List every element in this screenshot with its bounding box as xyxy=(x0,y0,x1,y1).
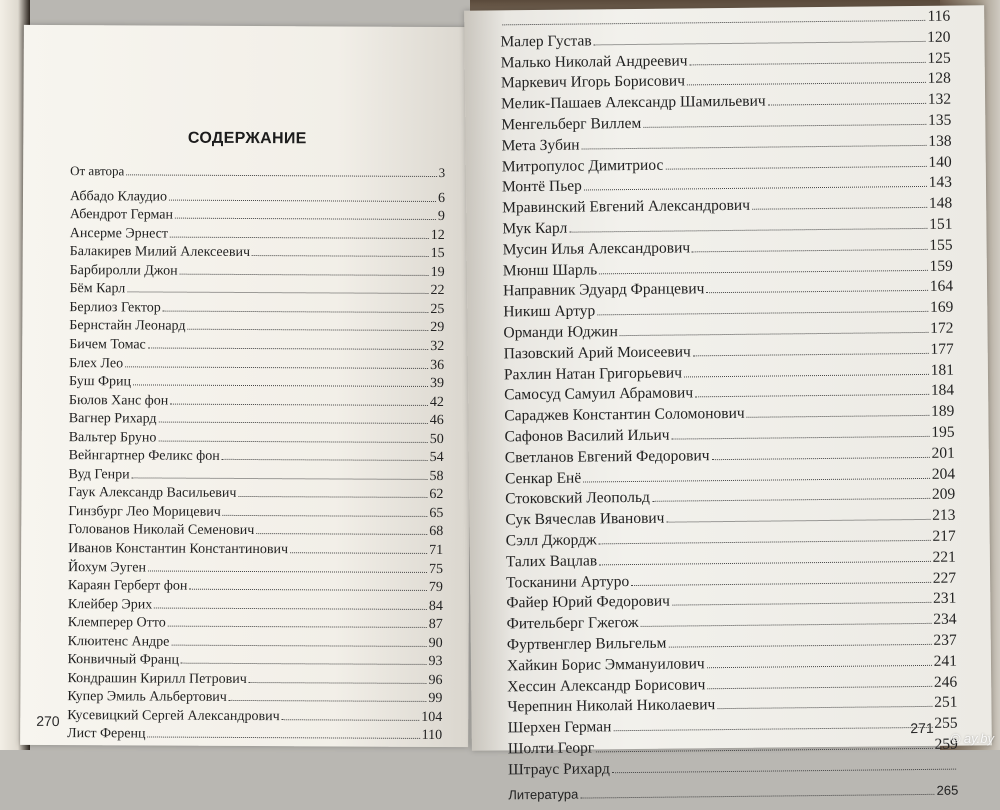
toc-entry-page: 29 xyxy=(430,320,445,336)
dot-leader xyxy=(689,50,925,65)
toc-entry-title: Клюитенс Андре xyxy=(67,633,170,650)
toc-entry-page: 19 xyxy=(430,264,445,280)
page-number-left: 270 xyxy=(36,712,60,730)
toc-entry-page: 46 xyxy=(429,413,444,429)
toc-entry-page: 62 xyxy=(429,487,444,503)
toc-entry-page: 159 xyxy=(929,257,953,275)
dot-leader xyxy=(154,597,427,610)
right-page xyxy=(464,5,992,803)
toc-entry-page: 32 xyxy=(430,338,445,355)
dot-leader xyxy=(768,92,926,106)
toc-entry-title: Хайкин Борис Эммануилович xyxy=(506,654,705,675)
toc-entry xyxy=(68,578,443,599)
toc-entry-page: 3 xyxy=(438,165,446,181)
dot-leader xyxy=(148,337,428,350)
toc-entry-title: Файер Юрий Федорович xyxy=(506,592,670,612)
toc-entry-page: 110 xyxy=(421,728,443,744)
toc-entry-title: Хессин Александр Борисович xyxy=(507,675,706,695)
toc-entry-page: 251 xyxy=(934,693,958,712)
toc-entry-page: 116 xyxy=(927,7,951,25)
toc-entry-title: Менгельберг Виллем xyxy=(501,114,642,134)
toc-entry-title: Аббадо Клаудио xyxy=(69,188,168,205)
toc-entry-title: Сафонов Василий Ильич xyxy=(504,426,670,446)
toc-entry-title: Сэлл Джордж xyxy=(505,531,597,550)
toc-entry-page: 164 xyxy=(929,277,954,296)
toc-entry xyxy=(70,163,445,184)
dot-leader xyxy=(148,560,427,573)
dot-leader xyxy=(747,404,930,418)
dot-leader xyxy=(693,341,929,356)
toc-entry-page: 259 xyxy=(934,735,958,753)
toc-entry-title: Кусевицкий Сергей Александрович xyxy=(67,708,280,725)
toc-entry-page: 93 xyxy=(428,654,443,670)
toc-entry-title: Фуртвенглер Вильгельм xyxy=(506,634,667,654)
toc-entry-title: Голованов Николай Семенович xyxy=(68,522,255,539)
toc-entry xyxy=(70,207,445,228)
toc-entry-page: 241 xyxy=(933,652,958,670)
toc-entry-page: 189 xyxy=(931,402,955,421)
toc-entry-page: 169 xyxy=(929,298,954,317)
toc-entry-page: 87 xyxy=(428,617,443,633)
toc-entry-page: 177 xyxy=(930,340,954,358)
toc-entry-title: Маркевич Игорь Борисович xyxy=(500,72,686,92)
toc-entry-title: Вейнгартнер Феликс фон xyxy=(68,448,220,465)
toc-entry-title: Купер Эмиль Альбертович xyxy=(67,689,227,706)
dot-leader xyxy=(158,430,427,442)
toc-entry-page: 172 xyxy=(930,319,954,337)
toc-entry-title: Малько Николай Андреевич xyxy=(500,52,688,71)
toc-entry-title: Вуд Генри xyxy=(68,466,130,483)
toc-entry xyxy=(69,281,444,302)
dot-leader xyxy=(707,653,932,668)
toc-entry xyxy=(508,756,958,782)
toc-entry-page: 128 xyxy=(927,70,951,88)
toc-entry-page: 237 xyxy=(933,631,957,649)
toc-entry-title: Светланов Евгений Федорович xyxy=(504,446,710,467)
toc-entry-page: 132 xyxy=(927,90,952,109)
toc-entry-title: Ансерме Эрнест xyxy=(69,225,169,242)
toc-entry-page: 209 xyxy=(931,485,956,504)
toc-entry-page: 12 xyxy=(430,227,445,243)
dot-leader xyxy=(159,412,428,424)
toc-entry-page: 231 xyxy=(932,589,957,608)
toc-entry-title: Блех Лео xyxy=(69,355,124,371)
watermark: © ay.by xyxy=(950,731,994,746)
dot-leader xyxy=(672,591,931,606)
dot-leader xyxy=(695,383,929,398)
dot-leader xyxy=(189,579,427,591)
toc-entry-title: Иванов Константин Константинович xyxy=(68,541,289,558)
toc-entry-title: Черепнин Николай Николаевич xyxy=(507,696,716,716)
toc-entry xyxy=(67,689,442,710)
toc-entry-title: Мюнш Шарль xyxy=(502,260,598,279)
toc-entry-title: Клемперер Отто xyxy=(67,615,166,631)
toc-entry-title: Пазовский Арий Моисеевич xyxy=(503,343,691,363)
toc-entry-page: 135 xyxy=(927,111,952,129)
toc-entry xyxy=(68,560,443,581)
contents-title: СОДЕРЖАНИЕ xyxy=(187,129,307,148)
toc-entry-title: Стоковский Леопольд xyxy=(505,489,650,508)
toc-entry-title: Лист Ференц xyxy=(67,726,146,742)
toc-entry-title: Митропулос Димитриос xyxy=(501,156,664,175)
dot-leader xyxy=(223,505,428,517)
toc-entry xyxy=(69,393,444,414)
toc-list-right xyxy=(500,8,958,810)
toc-entry-page: 181 xyxy=(930,361,955,379)
dot-leader xyxy=(580,785,934,799)
page-number-right: 271 xyxy=(910,719,934,737)
dot-leader xyxy=(752,196,927,210)
toc-entry-title: Шолти Георг xyxy=(507,739,595,758)
dot-leader xyxy=(290,542,427,554)
toc-entry-title: Мусин Илья Александрович xyxy=(502,239,691,259)
dot-leader xyxy=(256,523,427,535)
toc-entry-page: 9 xyxy=(437,209,445,225)
dot-leader xyxy=(169,189,436,201)
toc-entry-page: 217 xyxy=(932,527,956,545)
toc-entry-page: 143 xyxy=(928,174,953,192)
toc-entry-title: Бичем Томас xyxy=(69,337,146,353)
toc-entry-title: Сараджев Константин Соломонович xyxy=(504,404,745,425)
toc-entry-title: Кондрашин Кирилл Петрович xyxy=(67,670,247,687)
toc-entry-page: 221 xyxy=(932,548,956,566)
dot-leader xyxy=(599,529,931,545)
dot-leader xyxy=(132,467,428,480)
toc-entry-title: Бюлов Ханс фон xyxy=(68,392,169,409)
dot-leader xyxy=(229,690,427,702)
toc-entry xyxy=(69,337,444,358)
toc-entry-title: Абендрот Герман xyxy=(69,207,174,223)
toc-entry xyxy=(68,504,443,525)
dot-leader xyxy=(180,263,429,275)
toc-entry-page: 155 xyxy=(929,236,953,254)
dot-leader xyxy=(171,634,426,646)
toc-entry-title: Фительберг Гжегож xyxy=(506,614,639,633)
toc-entry-page: 104 xyxy=(421,709,443,725)
toc-entry-title: Буш Фриц xyxy=(68,374,132,390)
toc-entry xyxy=(68,541,443,562)
toc-entry-title: Направник Эдуард Францевич xyxy=(502,280,705,300)
toc-entry-title: Малер Густав xyxy=(500,32,592,51)
toc-entry-title: Шерхен Герман xyxy=(507,718,612,737)
dot-leader xyxy=(671,425,929,440)
toc-entry-page: 22 xyxy=(430,283,445,299)
dot-leader xyxy=(631,570,931,585)
toc-entry xyxy=(67,708,442,729)
toc-entry-title: Караян Герберт фон xyxy=(67,578,188,594)
toc-entry xyxy=(69,374,444,395)
dot-leader xyxy=(238,486,427,498)
dot-leader xyxy=(652,487,930,502)
toc-entry-page: 265 xyxy=(936,783,959,799)
toc-entry-title: Монтё Пьер xyxy=(501,177,582,196)
toc-entry-title: Берлиоз Гектор xyxy=(69,299,161,316)
toc-entry-title: Гинзбург Лео Морицевич xyxy=(68,503,221,520)
toc-entry-page: 79 xyxy=(428,580,443,596)
dot-leader xyxy=(252,245,429,257)
toc-entry xyxy=(68,652,443,673)
toc-entry xyxy=(68,467,443,488)
toc-entry-title: Йохум Эуген xyxy=(68,559,147,576)
toc-entry-page: 75 xyxy=(429,561,444,577)
toc-entry-page: 42 xyxy=(429,394,444,410)
toc-entry-page: 99 xyxy=(428,691,443,707)
toc-entry-title: Никиш Артур xyxy=(503,302,596,321)
toc-entry-page: 71 xyxy=(429,542,444,559)
toc-entry-title: Барбиролли Джон xyxy=(69,262,178,279)
toc-entry-page: 227 xyxy=(932,569,957,587)
toc-entry-page: 140 xyxy=(928,153,952,171)
toc-entry-page: 120 xyxy=(927,28,951,46)
dot-leader xyxy=(640,612,931,627)
toc-entry-title: Мета Зубин xyxy=(501,136,580,155)
dot-leader xyxy=(711,445,929,459)
toc-entry xyxy=(70,226,445,247)
dot-leader xyxy=(569,217,927,233)
dot-leader xyxy=(581,134,926,150)
dot-leader xyxy=(188,319,429,331)
dot-leader xyxy=(147,727,419,740)
toc-entry-title: Бём Карл xyxy=(69,281,126,297)
toc-entry-title: Конвичный Франц xyxy=(67,652,180,668)
dot-leader xyxy=(583,466,930,482)
toc-entry xyxy=(67,671,442,692)
toc-entry xyxy=(68,634,443,655)
toc-list-left xyxy=(67,163,445,747)
dot-leader xyxy=(168,616,427,628)
toc-entry-title: Самосуд Самуил Абрамович xyxy=(504,384,694,404)
toc-entry-title: Мук Карл xyxy=(502,219,568,238)
dot-leader xyxy=(620,321,928,336)
toc-entry-page: 195 xyxy=(931,423,955,441)
toc-entry-title: Бернстайн Леонард xyxy=(69,318,186,335)
toc-entry xyxy=(69,300,444,321)
toc-entry-title: Мравинский Евгений Александрович xyxy=(502,196,751,217)
toc-entry-title: Талих Вацлав xyxy=(505,552,598,571)
dot-leader xyxy=(684,362,929,377)
dot-leader xyxy=(613,716,932,731)
toc-entry xyxy=(69,356,444,377)
toc-entry-page: 25 xyxy=(430,301,445,317)
toc-entry xyxy=(68,597,443,618)
dot-leader xyxy=(125,356,428,369)
dot-leader xyxy=(181,653,427,665)
dot-leader xyxy=(170,393,428,405)
toc-entry-page: 125 xyxy=(927,49,951,67)
toc-entry-page: 84 xyxy=(428,598,443,614)
toc-entry-title: Мелик-Пашаев Александр Шамильевич xyxy=(501,92,766,113)
dot-leader xyxy=(707,674,932,689)
dot-leader xyxy=(133,374,428,387)
toc-entry-page: 58 xyxy=(429,468,444,484)
dot-leader xyxy=(584,175,927,191)
toc-entry xyxy=(67,726,442,747)
dot-leader xyxy=(249,672,427,684)
dot-leader xyxy=(665,154,926,169)
dot-leader xyxy=(668,633,931,648)
dot-leader xyxy=(717,695,932,709)
toc-entry-title: Тосканини Артуро xyxy=(506,572,630,591)
toc-entry-page: 138 xyxy=(928,132,952,150)
toc-entry xyxy=(69,411,444,432)
toc-entry-title: Литература xyxy=(508,787,579,803)
toc-entry xyxy=(70,263,445,284)
dot-leader xyxy=(163,300,429,312)
toc-entry-title: Клейбер Эрих xyxy=(67,596,153,613)
toc-entry-page: 15 xyxy=(430,246,445,262)
dot-leader xyxy=(594,30,926,46)
dot-leader xyxy=(127,282,428,295)
dot-leader xyxy=(706,279,928,293)
toc-entry xyxy=(69,430,444,451)
dot-leader xyxy=(599,549,931,565)
dot-leader xyxy=(596,737,932,753)
toc-entry-page: 204 xyxy=(931,465,956,483)
toc-entry-page: 234 xyxy=(933,610,957,628)
toc-entry-title: Рахлин Натан Григорьевич xyxy=(503,364,683,383)
dot-leader xyxy=(692,238,927,253)
toc-entry-page: 6 xyxy=(437,190,446,206)
toc-entry-title: Вальтер Бруно xyxy=(68,429,157,446)
toc-entry xyxy=(70,189,445,210)
toc-entry-title: Штраус Рихард xyxy=(507,759,610,779)
toc-entry-page: 68 xyxy=(429,524,444,540)
toc-entry-page: 36 xyxy=(430,357,445,373)
dot-leader xyxy=(612,757,956,773)
toc-entry xyxy=(68,522,443,543)
toc-entry-page: 65 xyxy=(429,505,444,521)
toc-entry-page: 90 xyxy=(428,635,443,651)
toc-entry-page: 96 xyxy=(428,672,443,688)
toc-entry-title: Вагнер Рихард xyxy=(68,411,157,427)
dot-leader xyxy=(126,165,436,177)
dot-leader xyxy=(170,226,429,238)
toc-entry-page: 213 xyxy=(932,506,956,524)
dot-leader xyxy=(666,508,930,523)
toc-entry-page: 54 xyxy=(429,450,444,466)
toc-entry-title: Гаук Александр Васильевич xyxy=(68,485,237,502)
dot-leader xyxy=(502,9,925,26)
toc-entry xyxy=(68,615,443,636)
toc-entry-page: 255 xyxy=(934,714,958,732)
toc-entry-title: От автора xyxy=(70,163,125,179)
toc-entry-page: 201 xyxy=(931,444,955,462)
toc-entry-page: 246 xyxy=(933,673,958,691)
dot-leader xyxy=(599,258,928,274)
toc-entry-page: 50 xyxy=(429,431,444,447)
dot-leader xyxy=(643,113,926,128)
toc-entry-page: 39 xyxy=(429,376,445,392)
dot-leader xyxy=(597,300,928,316)
toc-entry-page: 148 xyxy=(928,194,953,213)
dot-leader xyxy=(687,71,926,86)
left-page xyxy=(20,25,472,747)
toc-entry-page: 151 xyxy=(929,215,953,233)
toc-entry xyxy=(69,318,444,339)
dot-leader xyxy=(222,449,428,461)
toc-entry-title: Балакирев Милий Алексеевич xyxy=(69,244,251,261)
toc-entry xyxy=(508,783,958,810)
toc-entry xyxy=(70,244,445,265)
dot-leader xyxy=(175,208,436,220)
toc-entry-page: 184 xyxy=(930,381,955,400)
toc-entry xyxy=(68,485,443,506)
toc-entry-title: Орманди Юджин xyxy=(503,323,618,342)
toc-entry xyxy=(69,448,444,469)
toc-entry-title: Сенкар Енё xyxy=(504,469,582,487)
toc-entry-title: Сук Вячеслав Иванович xyxy=(505,509,665,529)
dot-leader xyxy=(282,709,420,721)
